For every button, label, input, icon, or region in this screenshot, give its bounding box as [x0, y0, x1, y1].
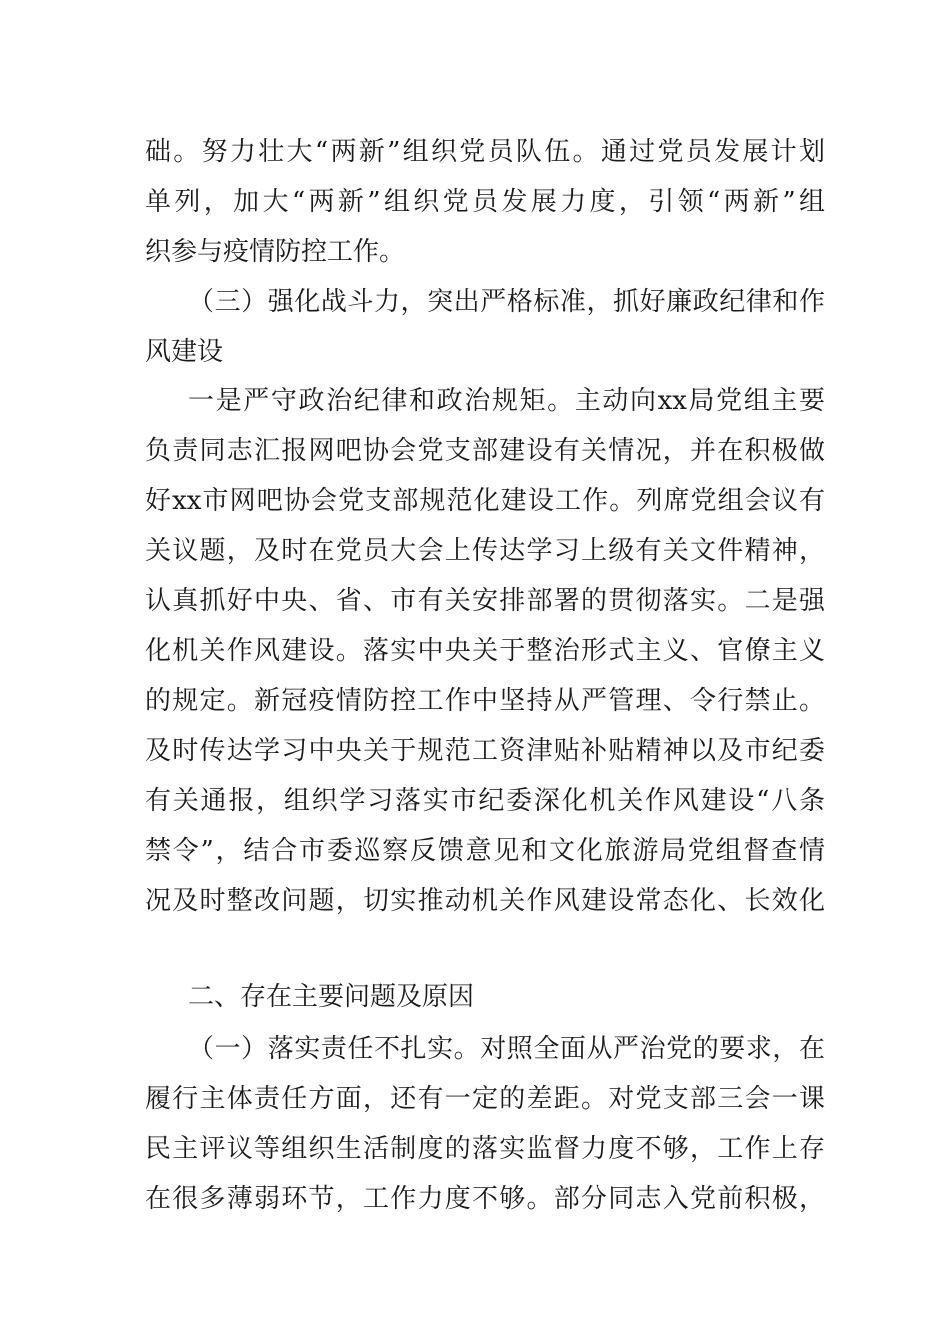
paragraph-line: 织参与疫情防控工作。 [145, 237, 406, 267]
paragraph-line: （一）落实责任不扎实。对照全面从严治党的要求，在 [188, 1034, 825, 1064]
paragraph-line: 一是严守政治纪律和政治规矩。主动向xx局党组主要 [188, 386, 825, 416]
paragraph-line: 础。努力壮大“两新”组织党员队伍。通过党员发展计划 [145, 137, 825, 167]
paragraph-line: 民主评议等组织生活制度的落实监督力度不够，工作上存 [145, 1134, 825, 1164]
paragraph-line: 及时传达学习中央关于规范工资津贴补贴精神以及市纪委 [145, 736, 825, 766]
paragraph-line: 的规定。新冠疫情防控工作中坚持从严管理、令行禁止。 [145, 686, 825, 716]
paragraph-line: 单列，加大“两新”组织党员发展力度，引领“两新”组 [145, 187, 825, 217]
paragraph-line: 在很多薄弱环节，工作力度不够。部分同志入党前积极， [145, 1184, 825, 1214]
paragraph-line: 履行主体责任方面，还有一定的差距。对党支部三会一课 [145, 1084, 825, 1114]
section-heading: 二、存在主要问题及原因 [188, 982, 475, 1012]
section-heading-line: （三）强化战斗力，突出严格标准，抓好廉政纪律和作 [188, 287, 825, 317]
paragraph-line: 认真抓好中央、省、市有关安排部署的贯彻落实。二是强 [145, 586, 825, 616]
paragraph-line: 好xx市网吧协会党支部规范化建设工作。列席党组会议有 [145, 486, 825, 516]
paragraph-line: 关议题，及时在党员大会上传达学习上级有关文件精神， [145, 536, 825, 566]
paragraph-line: 有关通报，组织学习落实市纪委深化机关作风建设“八条 [145, 786, 825, 816]
paragraph-line: 况及时整改问题，切实推动机关作风建设常态化、长效化 [145, 886, 825, 916]
paragraph-line: 化机关作风建设。落实中央关于整治形式主义、官僚主义 [145, 636, 825, 666]
paragraph-line: 禁令”，结合市委巡察反馈意见和文化旅游局党组督查情 [145, 836, 825, 866]
section-heading-line: 风建设 [145, 337, 224, 367]
paragraph-line: 负责同志汇报网吧协会党支部建设有关情况，并在积极做 [145, 436, 825, 466]
